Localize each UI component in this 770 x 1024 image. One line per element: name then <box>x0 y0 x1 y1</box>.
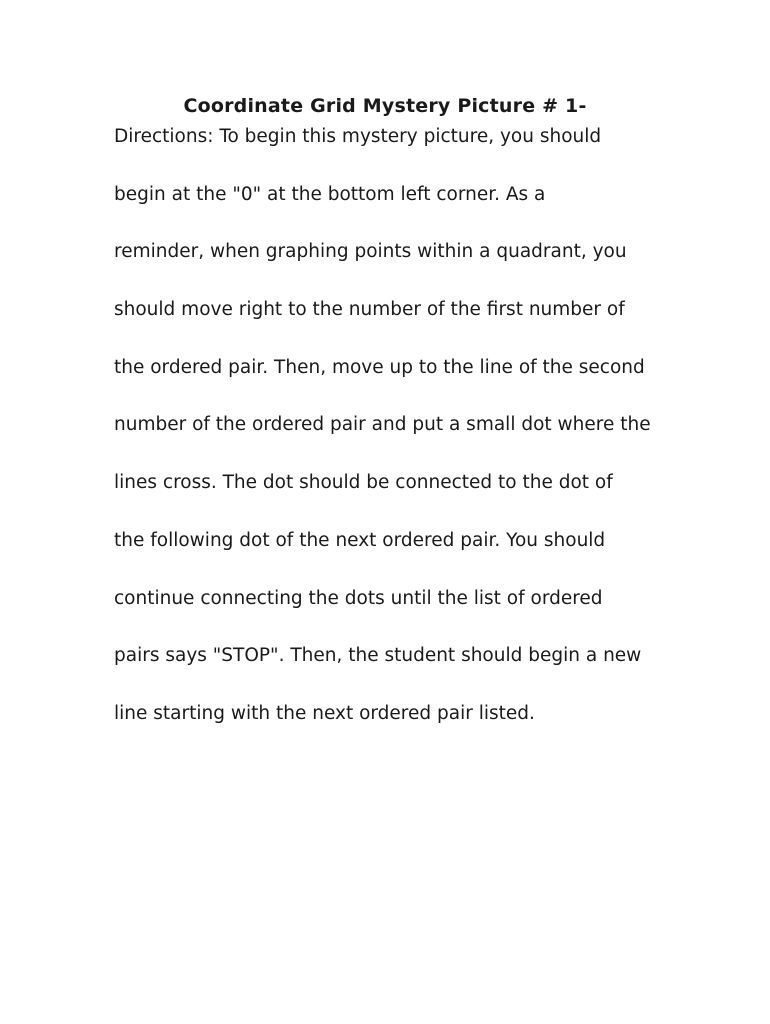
directions-line: pairs says "STOP". Then, the student should begin a new <box>114 645 642 667</box>
directions-line: the following dot of the next ordered pair. You should <box>114 529 606 551</box>
directions-line: begin at the "0" at the bottom left corner. As a <box>114 183 546 205</box>
directions-text <box>114 124 754 759</box>
directions-line: the ordered pair. Then, move up to the line of the second <box>114 356 645 378</box>
document-title: Coordinate Grid Mystery Picture # 1- <box>183 95 587 117</box>
directions-line: line starting with the next ordered pair listed. <box>114 702 535 724</box>
directions-line: number of the ordered pair and put a small dot where the <box>114 414 651 436</box>
directions-line: Directions: To begin this mystery picture, you should <box>114 126 602 147</box>
directions-line: continue connecting the dots until the list of ordered <box>114 587 603 609</box>
directions-line: lines cross. The dot should be connected to the dot of <box>114 472 613 494</box>
directions-line: reminder, when graphing points within a quadrant, you <box>114 241 627 263</box>
directions-line: should move right to the number of the first number of <box>114 299 625 321</box>
